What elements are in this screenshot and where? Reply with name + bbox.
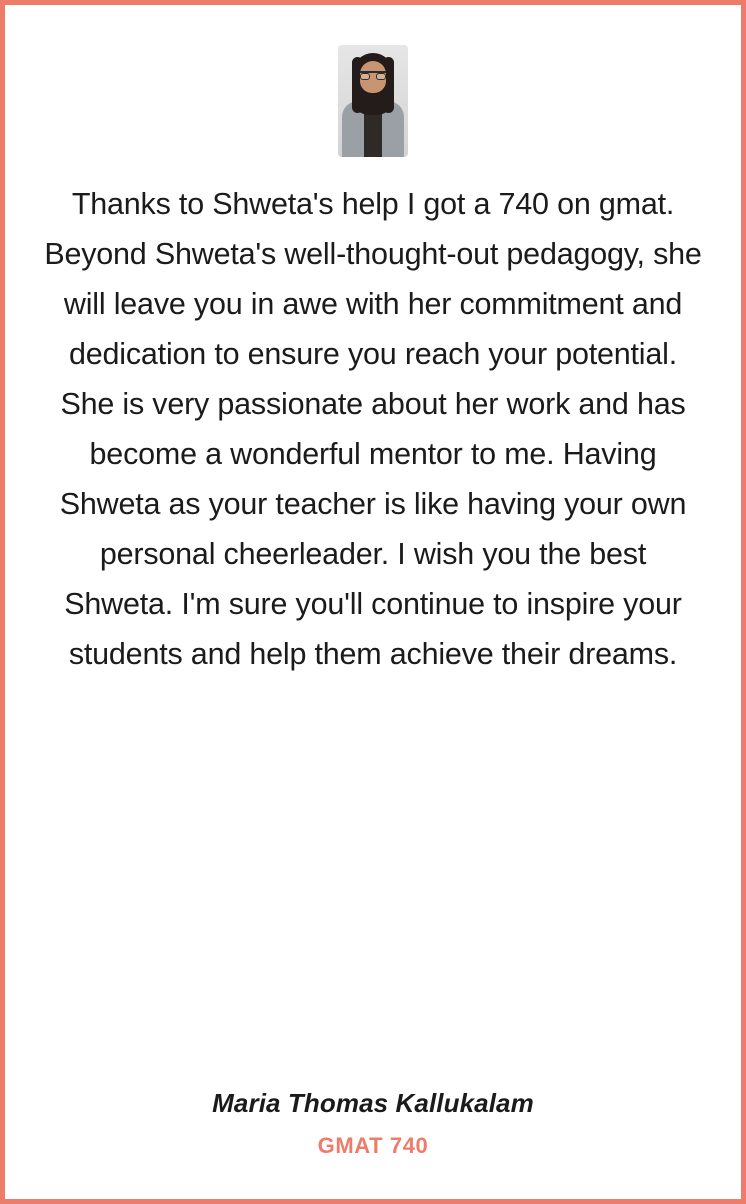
testimonial-score-badge: GMAT 740 — [317, 1133, 429, 1158]
testimonial-quote: Thanks to Shweta's help I got a 740 on gmat. Beyond Shweta's well-thought-out pedagogy, she will leave you in awe with her commitment and dedication to ensure you reach your potential. She is very passionate about her work and has become a wonderful mentor to me. Having Shweta as your teacher is like having your own personal cheerleader. I wish you the best Shweta. I'm sure you'll continue to inspire your students and help them achieve their dreams. — [44, 187, 702, 671]
glasses-icon — [360, 71, 386, 78]
avatar — [338, 45, 408, 157]
testimonial-author-name: Maria Thomas Kallukalam — [212, 1088, 534, 1118]
